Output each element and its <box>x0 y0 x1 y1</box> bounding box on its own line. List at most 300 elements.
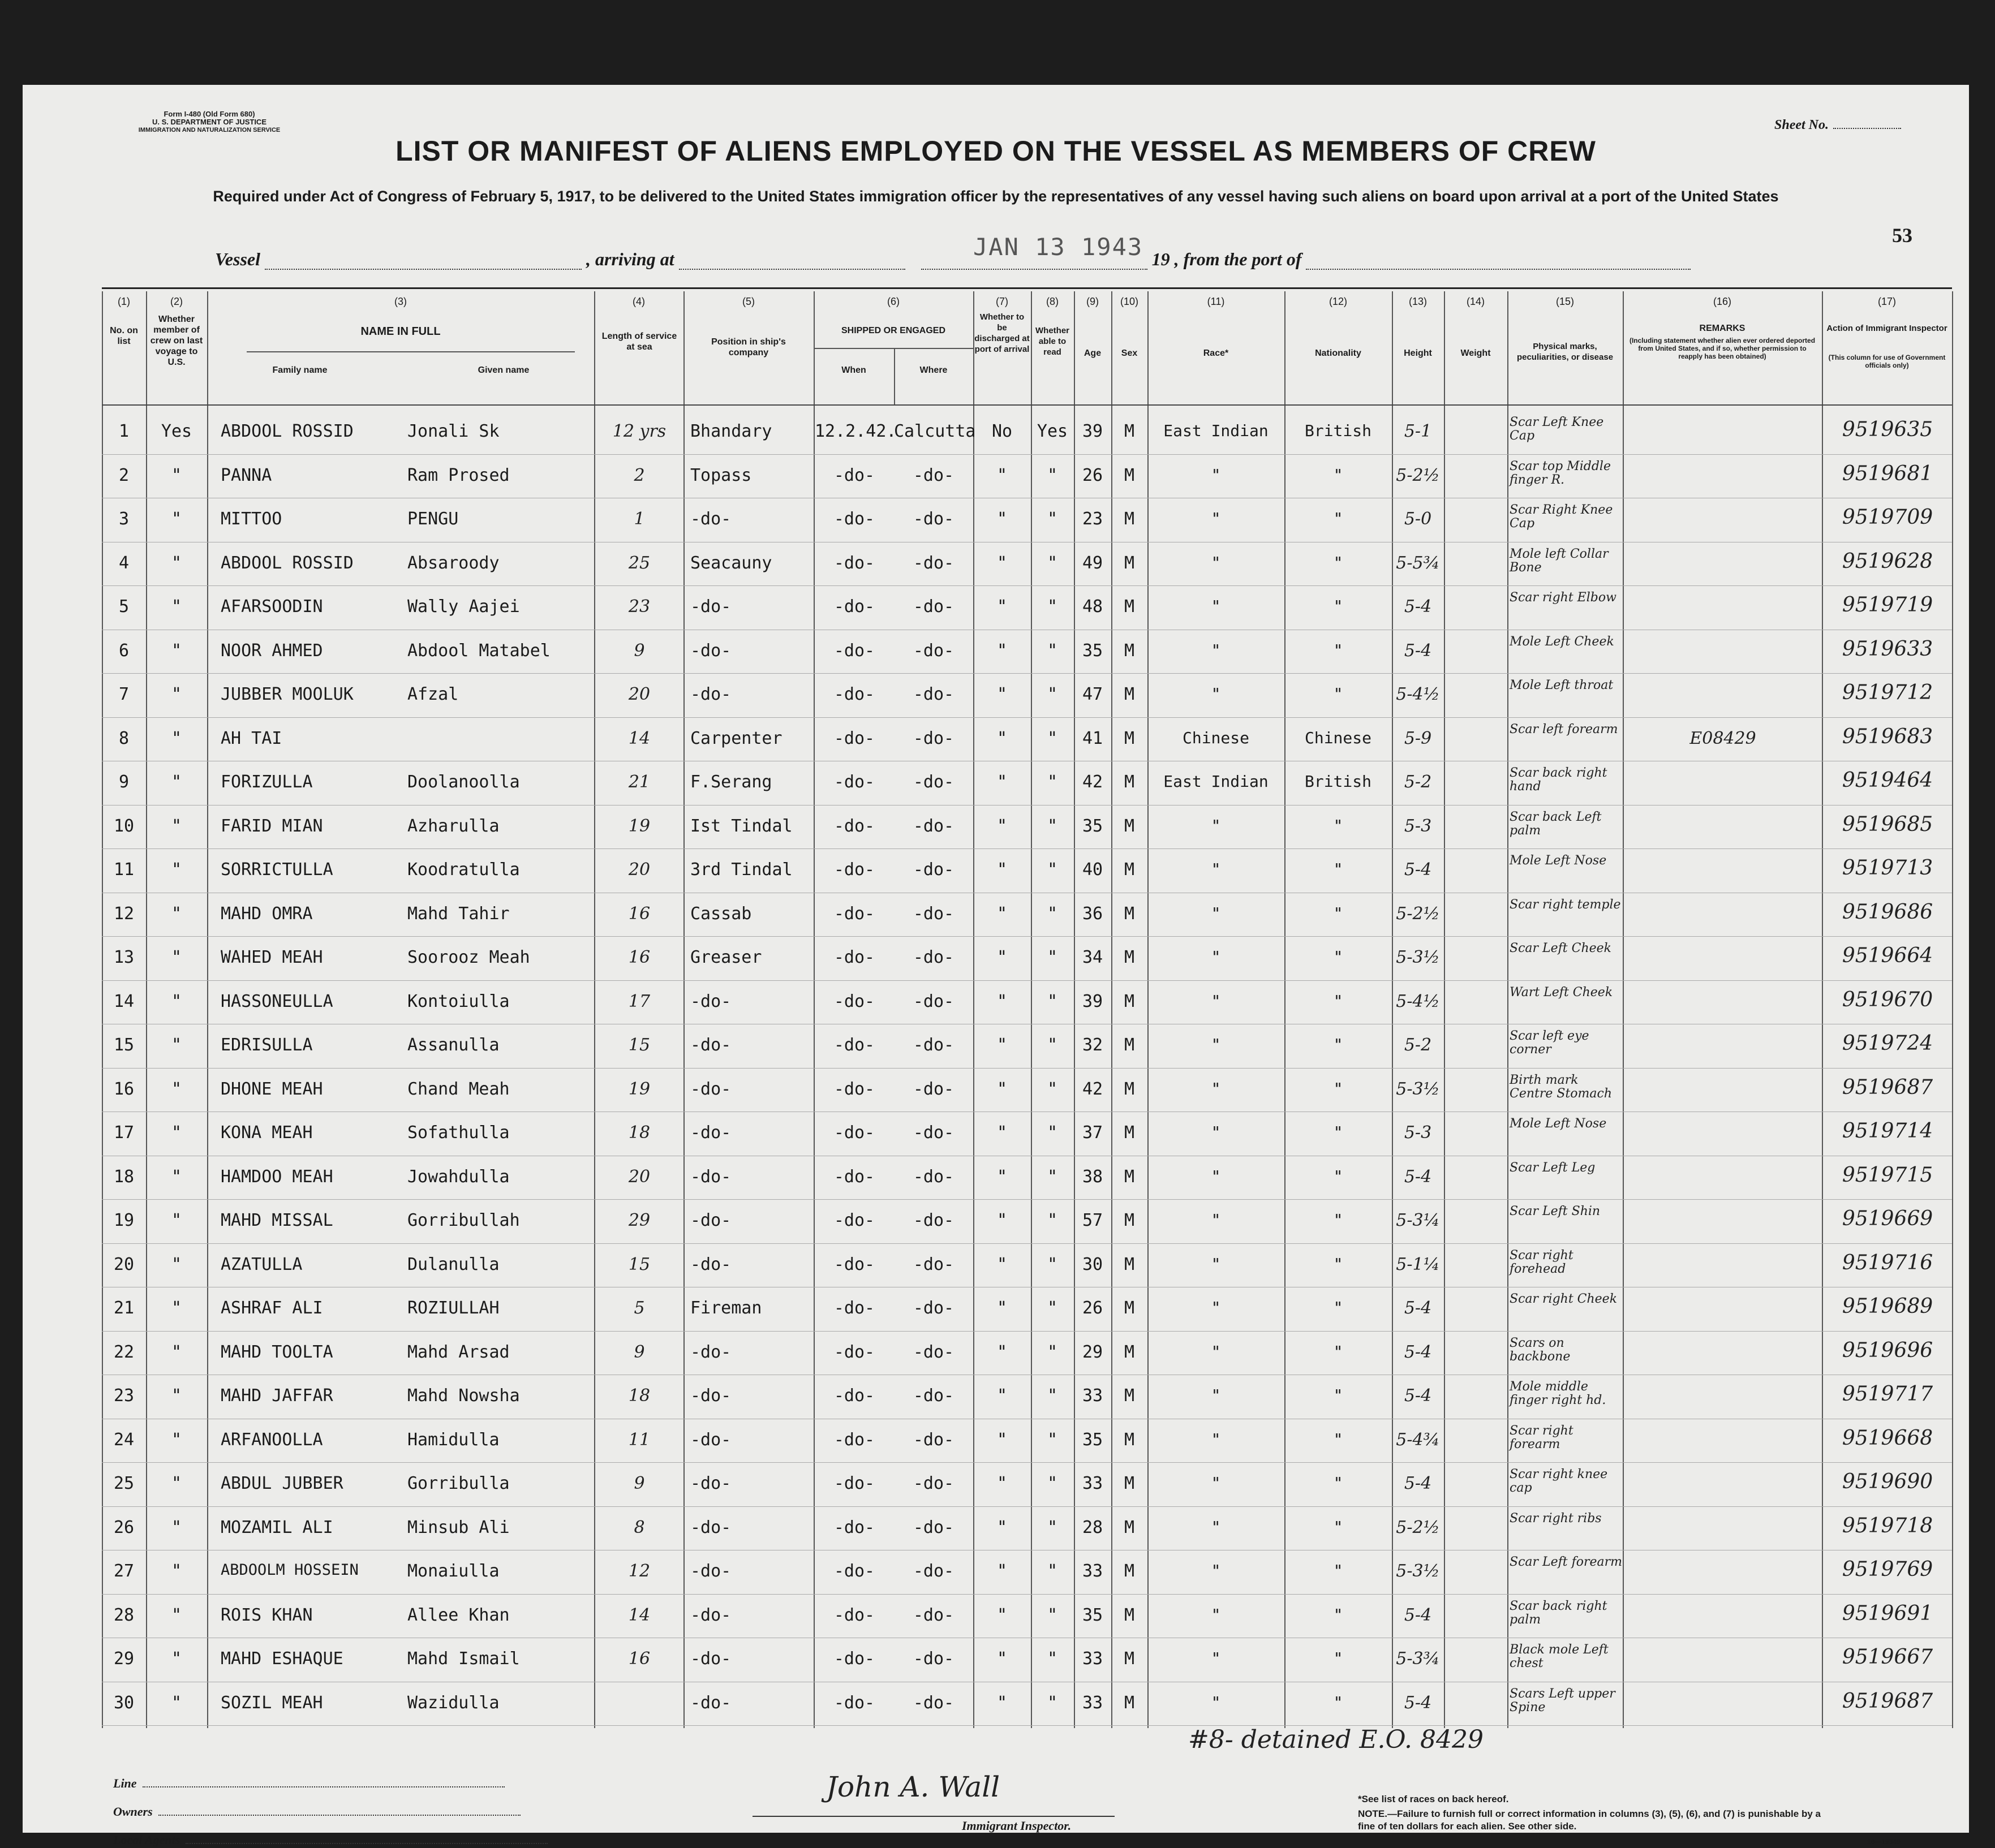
cell-row-number: 21 <box>113 1298 135 1318</box>
cell-shipped-when: -do- <box>833 947 875 967</box>
cell-given-name: Afzal <box>407 684 459 704</box>
cell-inspector-action: 9519687 <box>1842 1689 1933 1713</box>
cell-shipped-when: -do- <box>833 1035 875 1055</box>
cell-nationality: " <box>1333 465 1343 484</box>
table-row <box>102 1070 1952 1110</box>
footer-line-field <box>113 1776 505 1791</box>
cell-able-to-read: " <box>1047 1123 1058 1143</box>
cell-crew-previous: " <box>171 1561 182 1581</box>
cell-crew-previous: " <box>171 1605 182 1625</box>
cell-given-name: Minsub Ali <box>407 1517 510 1537</box>
cell-given-name: PENGU <box>407 509 459 529</box>
col-head-action: Action of Immigrant Inspector <box>1826 324 1947 333</box>
cell-age: 32 <box>1082 1035 1103 1055</box>
cell-discharged: " <box>996 1342 1008 1362</box>
cell-physical-marks: Scar right ribs <box>1510 1511 1602 1526</box>
table-row <box>102 1026 1952 1066</box>
cell-age: 37 <box>1082 1123 1103 1143</box>
cell-shipped-where: -do- <box>913 991 954 1011</box>
cell-row-number: 24 <box>113 1429 135 1450</box>
cell-family-name: SORRICTULLA <box>221 860 333 880</box>
cell-service-length: 14 <box>628 1605 651 1625</box>
cell-physical-marks: Scar left forearm <box>1510 722 1618 736</box>
col-num-4: (4) <box>633 296 645 307</box>
cell-shipped-when: -do- <box>833 465 875 485</box>
cell-service-length: 19 <box>628 1079 651 1099</box>
cell-row-number: 1 <box>118 421 130 441</box>
cell-race: East Indian <box>1163 421 1269 440</box>
cell-race: " <box>1211 1474 1221 1492</box>
cell-inspector-action: 9519670 <box>1842 988 1933 1011</box>
cell-able-to-read: " <box>1047 903 1058 924</box>
cell-shipped-where: -do- <box>913 1605 954 1625</box>
table-row <box>102 763 1952 803</box>
cell-physical-marks: Scar right forearm <box>1510 1423 1573 1451</box>
cell-age: 33 <box>1082 1649 1103 1669</box>
cell-shipped-when: -do- <box>833 1211 875 1230</box>
cell-shipped-when: -do- <box>833 597 875 617</box>
col-num-8: (8) <box>1046 296 1059 307</box>
cell-service-length: 15 <box>628 1035 651 1055</box>
page-subtitle: Required under Act of Congress of February 5, 1917, to be delivered to the United States immigration officer by the representatives of any vessel having such aliens on board upon arrival at a port of the United States <box>213 188 1779 205</box>
cell-nationality: " <box>1333 553 1343 572</box>
cell-physical-marks: Scar Left Cheek <box>1510 941 1611 955</box>
cell-inspector-action: 9519724 <box>1842 1032 1933 1055</box>
cell-nationality: " <box>1333 1123 1343 1141</box>
col-num-12: (12) <box>1328 296 1347 307</box>
cell-position: Bhandary <box>690 421 772 441</box>
cell-shipped-where: -do- <box>913 1298 954 1318</box>
cell-sex: M <box>1124 816 1135 836</box>
cell-shipped-where: -do- <box>913 1429 954 1450</box>
cell-age: 34 <box>1082 947 1103 967</box>
footer-agents-field <box>113 1833 548 1847</box>
cell-sex: M <box>1124 1342 1135 1362</box>
cell-sex: M <box>1124 1605 1135 1625</box>
cell-row-number: 5 <box>118 597 130 617</box>
cell-nationality: Chinese <box>1304 728 1371 747</box>
cell-shipped-when: -do- <box>833 1166 875 1187</box>
sheet-number-label: Sheet No. <box>1774 118 1901 133</box>
table-row <box>102 1596 1952 1636</box>
cell-height: 5-4 <box>1404 1386 1432 1406</box>
cell-physical-marks: Mole Left Nose <box>1510 1117 1607 1131</box>
cell-given-name: Mahd Nowsha <box>407 1386 520 1406</box>
cell-inspector-action: 9519669 <box>1842 1207 1933 1230</box>
cell-discharged: " <box>996 1386 1008 1406</box>
cell-age: 48 <box>1082 597 1103 617</box>
cell-race: " <box>1211 1649 1221 1668</box>
cell-service-length: 16 <box>628 903 651 924</box>
cell-shipped-where: -do- <box>913 1123 954 1143</box>
col-num-7: (7) <box>996 296 1008 307</box>
cell-nationality: " <box>1333 947 1343 966</box>
cell-nationality: " <box>1333 640 1343 660</box>
cell-position: -do- <box>690 1561 732 1581</box>
cell-inspector-action: 9519667 <box>1842 1645 1933 1669</box>
col-head-weight: Weight <box>1460 348 1491 358</box>
cell-age: 33 <box>1082 1692 1103 1713</box>
cell-row-number: 13 <box>113 947 135 967</box>
cell-discharged: " <box>996 1298 1008 1318</box>
cell-able-to-read: " <box>1047 640 1058 661</box>
cell-shipped-where: -do- <box>913 553 954 573</box>
cell-race: " <box>1211 947 1221 966</box>
cell-shipped-when: -do- <box>833 684 875 704</box>
cell-able-to-read: " <box>1047 465 1058 485</box>
cell-crew-previous: " <box>171 772 182 792</box>
cell-race: " <box>1211 684 1221 703</box>
cell-inspector-action: 9519713 <box>1842 856 1933 880</box>
cell-crew-previous: Yes <box>161 421 192 441</box>
cell-crew-previous: " <box>171 1211 182 1230</box>
cell-discharged: " <box>996 1035 1008 1055</box>
cell-family-name: JUBBER MOOLUK <box>221 684 354 704</box>
cell-age: 42 <box>1082 1079 1103 1099</box>
cell-shipped-when: -do- <box>833 991 875 1011</box>
cell-race: " <box>1211 1692 1221 1712</box>
cell-crew-previous: " <box>171 1079 182 1099</box>
cell-service-length: 9 <box>634 1474 645 1493</box>
cell-inspector-action: 9519715 <box>1842 1163 1933 1187</box>
cell-shipped-when: -do- <box>833 1692 875 1713</box>
col-num-1: (1) <box>118 296 130 307</box>
cell-crew-previous: " <box>171 1254 182 1274</box>
cell-physical-marks: Scar right forehead <box>1510 1248 1573 1276</box>
cell-shipped-when: -do- <box>833 509 875 529</box>
cell-inspector-action: 9519719 <box>1842 593 1933 617</box>
cell-able-to-read: " <box>1047 1211 1058 1230</box>
cell-inspector-action: 9519714 <box>1842 1119 1933 1143</box>
cell-shipped-where: -do- <box>913 465 954 485</box>
form-identifier <box>102 110 317 134</box>
cell-crew-previous: " <box>171 553 182 573</box>
cell-physical-marks: Scar back right palm <box>1510 1599 1607 1627</box>
cell-service-length: 12 yrs <box>612 421 667 441</box>
table-row <box>102 412 1952 452</box>
cell-position: -do- <box>690 1517 732 1537</box>
cell-nationality: " <box>1333 1474 1343 1492</box>
col-num-11: (11) <box>1207 296 1225 307</box>
cell-height: 5-3¼ <box>1396 1211 1440 1230</box>
cell-position: Topass <box>690 465 752 485</box>
cell-shipped-where: -do- <box>913 1035 954 1055</box>
cell-able-to-read: " <box>1047 1429 1058 1450</box>
cell-given-name: Hamidulla <box>407 1429 500 1450</box>
cell-family-name: PANNA <box>221 465 272 485</box>
cell-age: 35 <box>1082 1429 1103 1450</box>
cell-inspector-action: 9519691 <box>1842 1601 1933 1625</box>
from-port-field <box>1306 254 1691 270</box>
cell-physical-marks: Mole Left throat <box>1510 678 1614 692</box>
cell-row-number: 19 <box>113 1211 135 1230</box>
cell-shipped-when: -do- <box>833 1254 875 1274</box>
cell-sex: M <box>1124 772 1135 792</box>
cell-shipped-when: -do- <box>833 553 875 573</box>
cell-discharged: " <box>996 1211 1008 1230</box>
table-row <box>102 851 1952 890</box>
cell-given-name: Dulanulla <box>407 1254 500 1274</box>
cell-service-length: 16 <box>628 1649 651 1669</box>
col-head-remarks: REMARKS <box>1699 324 1745 333</box>
col-head-height: Height <box>1404 348 1432 358</box>
cell-service-length: 20 <box>628 684 651 704</box>
cell-position: -do- <box>690 1123 732 1143</box>
cell-discharged: " <box>996 1474 1008 1493</box>
cell-position: -do- <box>690 1386 732 1406</box>
cell-height: 5-4½ <box>1396 684 1440 704</box>
cell-row-number: 28 <box>113 1605 135 1625</box>
cell-height: 5-3½ <box>1396 947 1440 967</box>
penalty-note: NOTE.—Failure to furnish full or correct information in columns (3), (5), (6), and (7) is punishable by a fine of ten dollars for each alien. See other side. <box>1358 1808 1821 1832</box>
cell-inspector-action: 9519689 <box>1842 1295 1933 1318</box>
col-head-marks: Physical marks, peculiarities, or disease <box>1516 342 1614 362</box>
cell-nationality: " <box>1333 860 1343 878</box>
cell-shipped-when: -do- <box>833 772 875 792</box>
cell-age: 42 <box>1082 772 1103 792</box>
cell-position: 3rd Tindal <box>690 860 793 880</box>
cell-position: -do- <box>690 640 732 661</box>
cell-given-name: Koodratulla <box>407 860 520 880</box>
cell-shipped-where: -do- <box>913 816 954 836</box>
cell-family-name: FORIZULLA <box>221 772 313 792</box>
cell-inspector-action: 9519628 <box>1842 549 1933 573</box>
footer-owners-field <box>113 1804 521 1819</box>
cell-nationality: " <box>1333 684 1343 703</box>
cell-height: 5-4 <box>1404 640 1432 661</box>
cell-nationality: " <box>1333 1079 1343 1098</box>
cell-physical-marks: Birth mark Centre Stomach <box>1510 1072 1613 1101</box>
cell-sex: M <box>1124 1298 1135 1318</box>
cell-discharged: " <box>996 465 1008 485</box>
cell-able-to-read: " <box>1047 597 1058 617</box>
col-num-15: (15) <box>1555 296 1574 307</box>
cell-sex: M <box>1124 728 1135 748</box>
cell-height: 5-9 <box>1404 728 1432 748</box>
cell-height: 5-4 <box>1404 860 1432 880</box>
cell-inspector-action: 9519696 <box>1842 1338 1933 1362</box>
table-row <box>102 1640 1952 1679</box>
cell-height: 5-0 <box>1404 509 1432 529</box>
cell-nationality: " <box>1333 1254 1343 1273</box>
cell-race: " <box>1211 1035 1221 1054</box>
cell-position: -do- <box>690 1605 732 1625</box>
cell-able-to-read: " <box>1047 1649 1058 1669</box>
cell-physical-marks: Mole middle finger right hd. <box>1510 1380 1606 1407</box>
cell-race: " <box>1211 860 1221 878</box>
cell-shipped-when: -do- <box>833 1605 875 1625</box>
cell-inspector-action: 9519635 <box>1842 418 1933 441</box>
cell-given-name: Wazidulla <box>407 1692 500 1713</box>
cell-position: -do- <box>690 1429 732 1450</box>
cell-position: Cassab <box>690 903 752 924</box>
cell-shipped-where: -do- <box>913 1517 954 1537</box>
col-head-service: Length of service at sea <box>601 331 677 352</box>
cell-height: 5-4 <box>1404 1298 1432 1318</box>
cell-given-name: Kontoiulla <box>407 991 510 1011</box>
arriving-at-label: , arriving at <box>586 249 674 269</box>
cell-crew-previous: " <box>171 1166 182 1187</box>
cell-inspector-action: 9519664 <box>1842 944 1933 967</box>
cell-able-to-read: " <box>1047 1254 1058 1274</box>
cell-shipped-where: -do- <box>913 1386 954 1406</box>
cell-height: 5-1 <box>1404 421 1432 441</box>
cell-able-to-read: " <box>1047 684 1058 704</box>
cell-race: " <box>1211 1211 1221 1229</box>
cell-family-name: HAMDOO MEAH <box>221 1166 333 1187</box>
cell-service-length: 25 <box>628 553 651 573</box>
table-row <box>102 1552 1952 1592</box>
cell-inspector-action: 9519712 <box>1842 681 1933 704</box>
cell-row-number: 17 <box>113 1123 135 1143</box>
cell-race: " <box>1211 1605 1221 1624</box>
cell-able-to-read: " <box>1047 728 1058 748</box>
cell-family-name: AH TAI <box>221 728 282 748</box>
cell-row-number: 26 <box>113 1517 135 1537</box>
cell-height: 5-3½ <box>1396 1561 1440 1581</box>
cell-service-length: 9 <box>634 640 645 661</box>
cell-row-number: 22 <box>113 1342 135 1362</box>
cell-sex: M <box>1124 509 1135 529</box>
cell-able-to-read: " <box>1047 1079 1058 1099</box>
table-row <box>102 1201 1952 1241</box>
cell-row-number: 9 <box>118 772 130 792</box>
table-row <box>102 1509 1952 1548</box>
cell-inspector-action: 9519681 <box>1842 462 1933 485</box>
cell-discharged: " <box>996 1079 1008 1099</box>
cell-sex: M <box>1124 465 1135 485</box>
table-row <box>102 1246 1952 1285</box>
cell-given-name: Assanulla <box>407 1035 500 1055</box>
cell-nationality: " <box>1333 509 1343 528</box>
cell-position: -do- <box>690 1211 732 1230</box>
table-row <box>102 1289 1952 1329</box>
cell-family-name: AFARSOODIN <box>221 597 323 617</box>
cell-given-name: Absaroody <box>407 553 500 573</box>
cell-physical-marks: Scar Left forearm <box>1510 1555 1623 1569</box>
cell-crew-previous: " <box>171 860 182 880</box>
cell-age: 29 <box>1082 1342 1103 1362</box>
cell-crew-previous: " <box>171 1342 182 1362</box>
cell-nationality: " <box>1333 991 1343 1010</box>
cell-nationality: " <box>1333 1166 1343 1186</box>
cell-able-to-read: " <box>1047 1298 1058 1318</box>
cell-able-to-read: " <box>1047 1517 1058 1537</box>
cell-nationality: " <box>1333 1517 1343 1536</box>
table-row <box>102 1421 1952 1461</box>
cell-shipped-where: -do- <box>913 1166 954 1187</box>
cell-height: 5-3½ <box>1396 1079 1440 1099</box>
arriving-at-field <box>679 254 905 270</box>
cell-service-length: 20 <box>628 1166 651 1187</box>
cell-shipped-when: -do- <box>833 640 875 661</box>
cell-family-name: ABDOOLM HOSSEIN <box>221 1561 359 1579</box>
cell-given-name: Gorribullah <box>407 1211 520 1230</box>
cell-discharged: " <box>996 640 1008 661</box>
cell-crew-previous: " <box>171 1298 182 1318</box>
cell-family-name: MITTOO <box>221 509 282 529</box>
cell-family-name: DHONE MEAH <box>221 1079 323 1099</box>
cell-physical-marks: Scars Left upper Spine <box>1510 1686 1615 1715</box>
cell-physical-marks: Scar left eye corner <box>1510 1029 1589 1057</box>
cell-height: 5-2½ <box>1396 1517 1440 1537</box>
cell-given-name: Soorooz Meah <box>407 947 530 967</box>
cell-race: " <box>1211 465 1221 484</box>
cell-sex: M <box>1124 1123 1135 1143</box>
cell-able-to-read: " <box>1047 553 1058 573</box>
cell-able-to-read: " <box>1047 772 1058 792</box>
cell-shipped-where: -do- <box>913 640 954 661</box>
col-head-remarks-note: (Including statement whether alien ever ordered deported from United States, and if so, whether permission to reapply has been obtained) <box>1629 337 1816 360</box>
cell-physical-marks: Scar Left Leg <box>1510 1160 1596 1175</box>
cell-service-length: 23 <box>628 597 651 617</box>
cell-inspector-action: 9519709 <box>1842 506 1933 529</box>
cell-row-number: 7 <box>118 684 130 704</box>
cell-nationality: " <box>1333 1386 1343 1405</box>
cell-age: 57 <box>1082 1211 1103 1230</box>
vessel-field <box>265 254 582 270</box>
table-row <box>102 675 1952 715</box>
cell-service-length: 14 <box>628 728 651 748</box>
cell-family-name: HASSONEULLA <box>221 991 333 1011</box>
cell-row-number: 8 <box>118 728 130 748</box>
local-agents-label: Local Agents <box>113 1833 180 1847</box>
cell-crew-previous: " <box>171 465 182 485</box>
cell-physical-marks: Mole Left Cheek <box>1510 634 1614 649</box>
cell-shipped-where: -do- <box>913 860 954 880</box>
form-code: 16—19349 <box>1867 1838 1901 1846</box>
cell-age: 39 <box>1082 421 1103 441</box>
cell-family-name: MOZAMIL ALI <box>221 1517 333 1537</box>
cell-sex: M <box>1124 597 1135 617</box>
cell-service-length: 19 <box>628 816 651 836</box>
col-head-nationality: Nationality <box>1315 348 1361 358</box>
cell-physical-marks: Mole left Collar Bone <box>1510 546 1609 575</box>
cell-family-name: ABDOOL ROSSID <box>221 421 354 441</box>
cell-shipped-when: -do- <box>833 1079 875 1099</box>
cell-sex: M <box>1124 903 1135 924</box>
cell-age: 33 <box>1082 1561 1103 1581</box>
cell-discharged: " <box>996 509 1008 529</box>
cell-discharged: " <box>996 947 1008 967</box>
cell-position: -do- <box>690 597 732 617</box>
cell-family-name: MAHD OMRA <box>221 903 313 924</box>
cell-race: " <box>1211 1517 1221 1536</box>
cell-position: -do- <box>690 1474 732 1493</box>
table-row <box>102 720 1952 759</box>
cell-inspector-action: 9519718 <box>1842 1514 1933 1537</box>
cell-height: 5-4 <box>1404 1474 1432 1493</box>
cell-nationality: " <box>1333 1692 1343 1712</box>
cell-sex: M <box>1124 1474 1135 1493</box>
year-prefix: 19 <box>1151 249 1170 269</box>
cell-nationality: British <box>1304 421 1371 440</box>
cell-shipped-when: -do- <box>833 1342 875 1362</box>
cell-able-to-read: " <box>1047 1605 1058 1625</box>
cell-race: " <box>1211 991 1221 1010</box>
cell-crew-previous: " <box>171 991 182 1011</box>
cell-discharged: " <box>996 1692 1008 1713</box>
cell-able-to-read: " <box>1047 860 1058 880</box>
cell-shipped-when: -do- <box>833 1386 875 1406</box>
page-number: 53 <box>1892 224 1912 247</box>
cell-height: 5-1¼ <box>1396 1254 1440 1274</box>
cell-shipped-where: -do- <box>913 903 954 924</box>
cell-inspector-action: 9519683 <box>1842 725 1933 748</box>
cell-sex: M <box>1124 1386 1135 1406</box>
col-head-sex: Sex <box>1121 348 1138 358</box>
cell-shipped-where: -do- <box>913 1692 954 1713</box>
